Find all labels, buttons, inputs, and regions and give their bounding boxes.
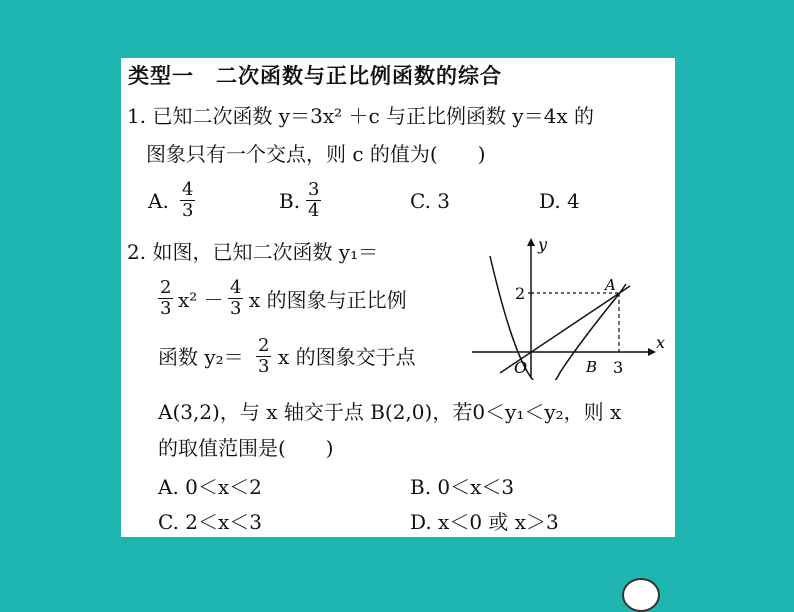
q1-option-b-num: 3 (308, 179, 320, 200)
q1-option-a-den: 3 (182, 200, 194, 221)
q2-option-c: C. 2＜x＜3 (158, 510, 263, 534)
q2-line3-pre: 函数 y₂＝ (158, 345, 244, 369)
q2-fraction-3-num: 2 (258, 335, 270, 356)
parabola-curve (490, 256, 626, 380)
q1-option-a-label: A. (148, 189, 169, 213)
x-axis-label: x (656, 333, 666, 352)
q2-option-d: D. x＜0 或 x＞3 (410, 510, 559, 534)
q2-fraction-1 (158, 278, 173, 319)
q2-tail1: x 的图象与正比例 (249, 288, 407, 312)
point-b-label: B (586, 358, 598, 376)
q1-option-a-num: 4 (182, 179, 194, 200)
q1-line2: 图象只有一个交点，则 c 的值为( ) (146, 142, 486, 166)
q2-mid1: x² － (178, 288, 224, 312)
function-graph (470, 232, 670, 380)
y-axis-arrow (527, 238, 535, 246)
q1-line1: 1. 已知二次函数 y＝3x² ＋c 与正比例函数 y＝4x 的 (127, 104, 595, 128)
q2-line4: A(3,2)，与 x 轴交于点 B(2,0)，若0＜y₁＜y₂，则 x (158, 400, 622, 424)
q2-option-a: A. 0＜x＜2 (158, 475, 262, 499)
origin-label: O (514, 358, 528, 377)
x-tick-label: 3 (613, 358, 624, 377)
q1-option-b-den: 4 (308, 200, 320, 221)
point-a-label: A (605, 276, 616, 294)
q2-line5: 的取值范围是( ) (158, 436, 334, 460)
q2-fraction-1-num: 2 (160, 277, 172, 298)
q2-option-b: B. 0＜x＜3 (410, 475, 515, 499)
q1-option-c: C. 3 (410, 189, 451, 213)
q2-line1: 2. 如图，已知二次函数 y₁＝ (127, 240, 379, 264)
mascot-icon (622, 578, 660, 612)
q2-fraction-2 (228, 278, 243, 319)
q2-fraction-3 (256, 336, 271, 377)
x-axis-arrow (648, 348, 656, 356)
q1-option-b-label: B. (279, 189, 301, 213)
q2-fraction-1-den: 3 (160, 298, 172, 319)
q2-line3-post: x 的图象交于点 (278, 345, 416, 369)
q1-option-b-fraction (306, 180, 321, 221)
q2-fraction-2-den: 3 (230, 298, 242, 319)
q2-fraction-3-den: 3 (258, 356, 270, 377)
section-title: 类型一 二次函数与正比例函数的综合 (128, 63, 502, 88)
q1-option-a-fraction (180, 180, 195, 221)
y-tick-label: 2 (515, 284, 526, 303)
q2-fraction-2-num: 4 (230, 277, 242, 298)
q1-option-d: D. 4 (539, 189, 580, 213)
y-axis-label: y (538, 235, 548, 254)
